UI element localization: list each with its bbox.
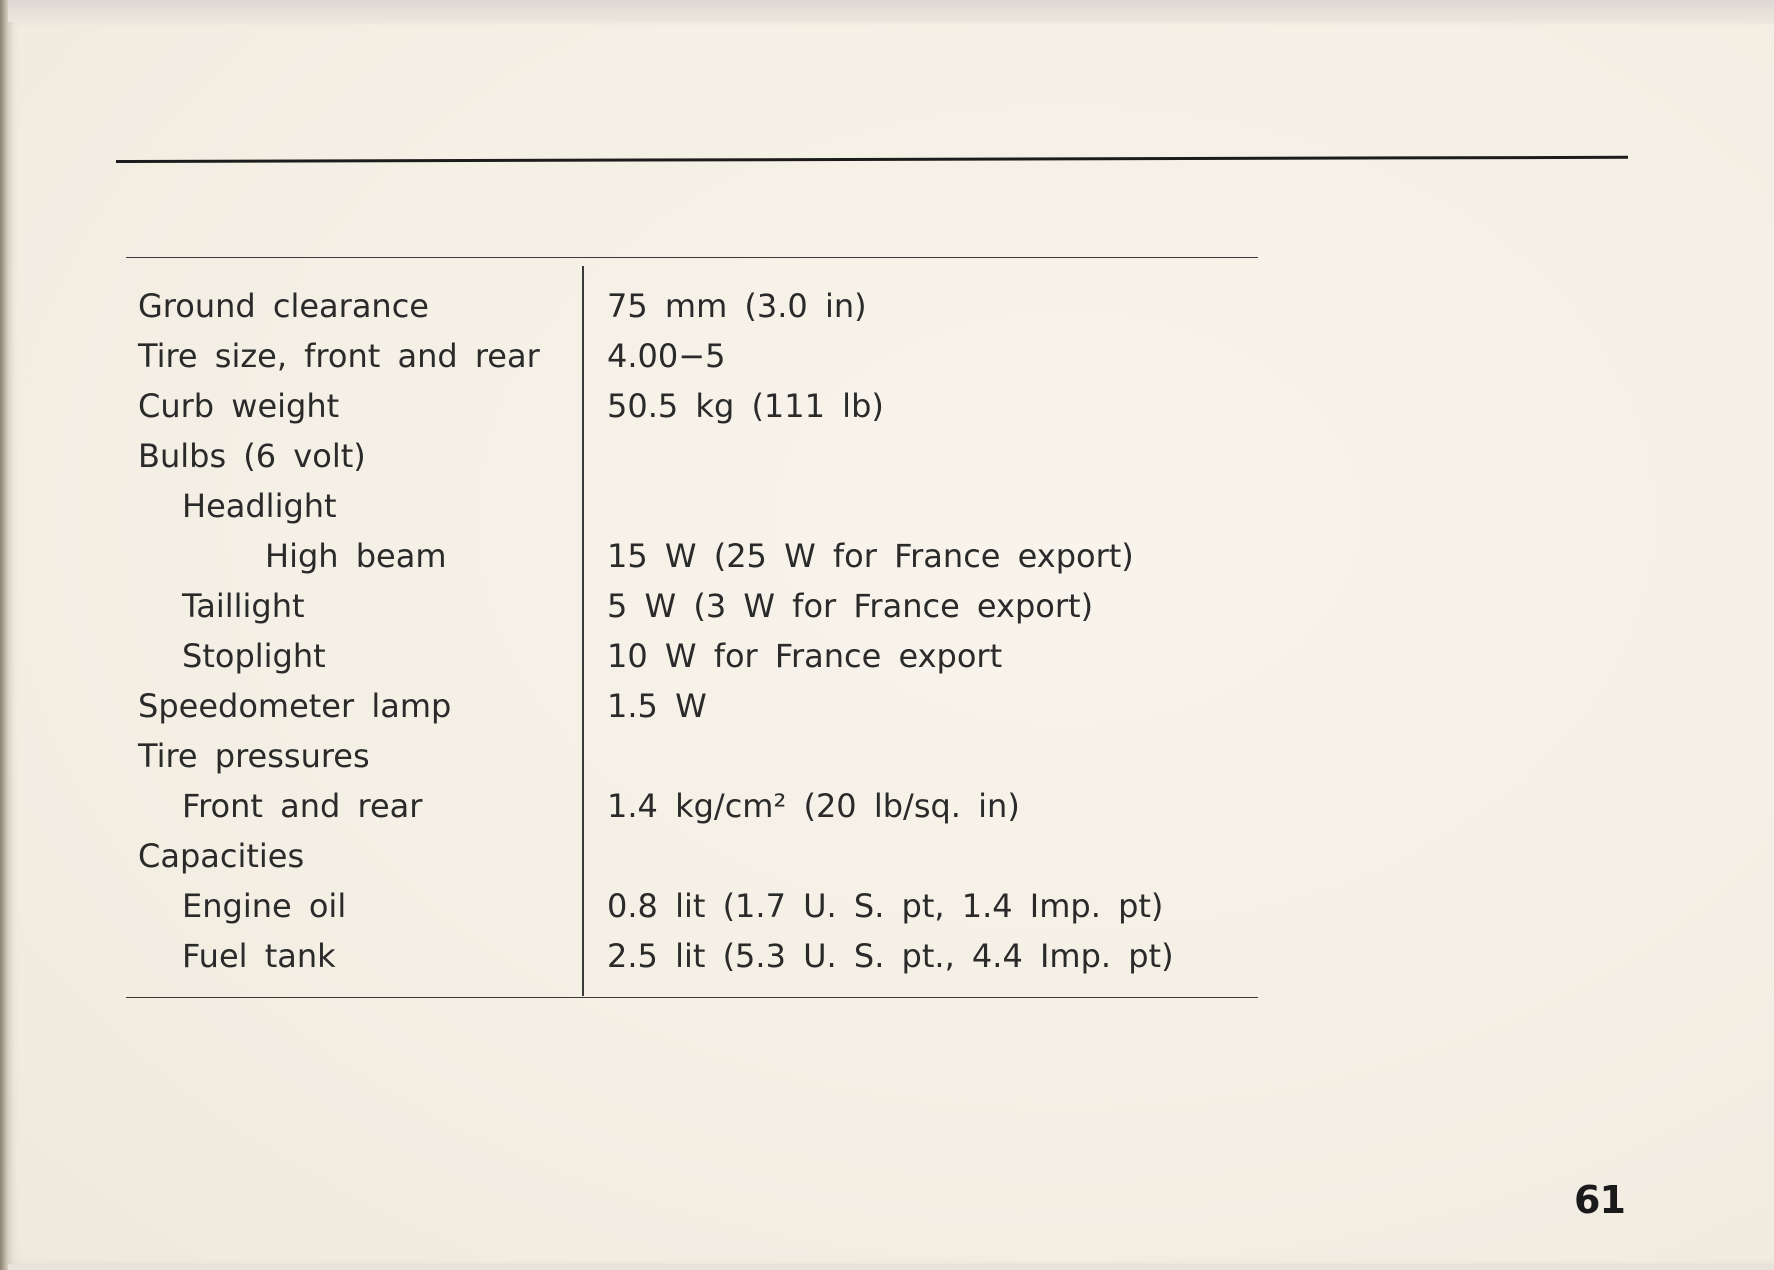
spec-value: 4.00−5 xyxy=(607,337,726,375)
spec-value: 15 W (25 W for France export) xyxy=(607,537,1134,575)
spec-value: 1.5 W xyxy=(607,687,707,725)
spec-label: High beam xyxy=(265,537,447,575)
spec-value: 75 mm (3.0 in) xyxy=(607,287,867,325)
spec-value: 0.8 lit (1.7 U. S. pt, 1.4 Imp. pt) xyxy=(607,887,1164,925)
table-row xyxy=(0,482,1774,530)
table-row xyxy=(0,932,1774,980)
spec-label: Stoplight xyxy=(182,637,326,675)
spec-value: 5 W (3 W for France export) xyxy=(607,587,1094,625)
table-row xyxy=(0,432,1774,480)
spec-label: Engine oil xyxy=(182,887,347,925)
spec-label: Capacities xyxy=(138,837,305,875)
page-number: 61 xyxy=(1574,1178,1625,1222)
spec-label: Bulbs (6 volt) xyxy=(138,437,366,475)
spec-value: 10 W for France export xyxy=(607,637,1003,675)
table-row xyxy=(0,832,1774,880)
spec-value: 2.5 lit (5.3 U. S. pt., 4.4 Imp. pt) xyxy=(607,937,1174,975)
table-row xyxy=(0,282,1774,330)
spec-label: Fuel tank xyxy=(182,937,336,975)
spec-label: Ground clearance xyxy=(138,287,429,325)
table-row xyxy=(0,632,1774,680)
table-row xyxy=(0,782,1774,830)
table-row xyxy=(0,882,1774,930)
spec-label: Taillight xyxy=(182,587,305,625)
table-row xyxy=(0,532,1774,580)
spec-value: 1.4 kg/cm² (20 lb/sq. in) xyxy=(607,787,1020,825)
spec-label: Front and rear xyxy=(182,787,423,825)
spec-label: Curb weight xyxy=(138,387,340,425)
spec-label: Headlight xyxy=(182,487,337,525)
table-row xyxy=(0,332,1774,380)
spec-label: Tire size, front and rear xyxy=(138,337,540,375)
spec-label: Tire pressures xyxy=(138,737,370,775)
table-row xyxy=(0,682,1774,730)
table-row xyxy=(0,382,1774,430)
spec-label: Speedometer lamp xyxy=(138,687,452,725)
table-row xyxy=(0,732,1774,780)
spec-value: 50.5 kg (111 lb) xyxy=(607,387,884,425)
table-row xyxy=(0,582,1774,630)
